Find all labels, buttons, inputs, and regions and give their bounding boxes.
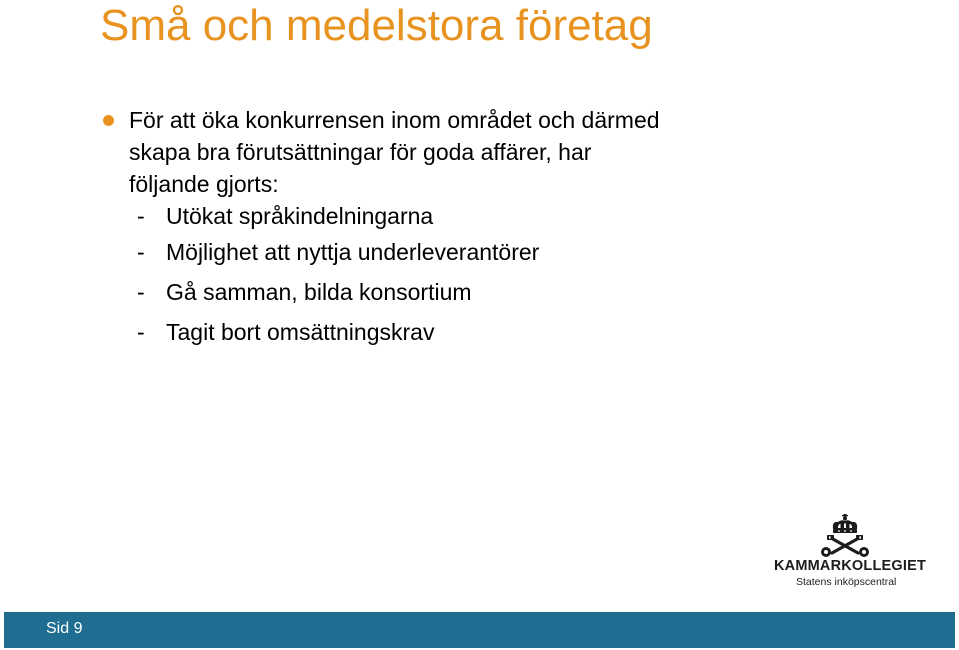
sub-item-text: Utökat språkindelningarna bbox=[166, 203, 434, 229]
bullet-text bbox=[129, 104, 820, 200]
dash-marker: - bbox=[137, 203, 145, 229]
sub-list-item bbox=[100, 316, 820, 356]
crown-crossed-keys-icon bbox=[818, 514, 872, 558]
bullet-item bbox=[100, 104, 820, 200]
sub-list bbox=[100, 200, 820, 356]
dash-marker: - bbox=[137, 279, 145, 305]
bullet-line: skapa bra förutsättningar för goda affärer, har bbox=[129, 139, 592, 165]
sub-item-text: Tagit bort omsättningskrav bbox=[166, 319, 435, 345]
logo-name: KAMMARKOLLEGIET bbox=[774, 558, 927, 574]
footer-bar bbox=[4, 612, 955, 648]
slide-title: Små och medelstora företag bbox=[100, 1, 653, 50]
bullet-dot-icon bbox=[103, 115, 114, 126]
bullet-line: följande gjorts: bbox=[129, 171, 279, 197]
sub-item-text: Gå samman, bilda konsortium bbox=[166, 279, 472, 305]
logo-tagline: Statens inköpscentral bbox=[796, 576, 897, 588]
dash-marker: - bbox=[137, 239, 145, 265]
sub-item-text: Möjlighet att nyttja underleverantörer bbox=[166, 239, 540, 265]
dash-marker: - bbox=[137, 319, 145, 345]
sub-list-item bbox=[100, 200, 820, 236]
page-number: Sid 9 bbox=[46, 620, 83, 637]
slide-content bbox=[100, 104, 820, 356]
bullet-line: För att öka konkurrensen inom området och därmed bbox=[129, 107, 660, 133]
sub-list-item bbox=[100, 236, 820, 276]
kammarkollegiet-logo bbox=[770, 514, 927, 590]
sub-list-item bbox=[100, 276, 820, 316]
